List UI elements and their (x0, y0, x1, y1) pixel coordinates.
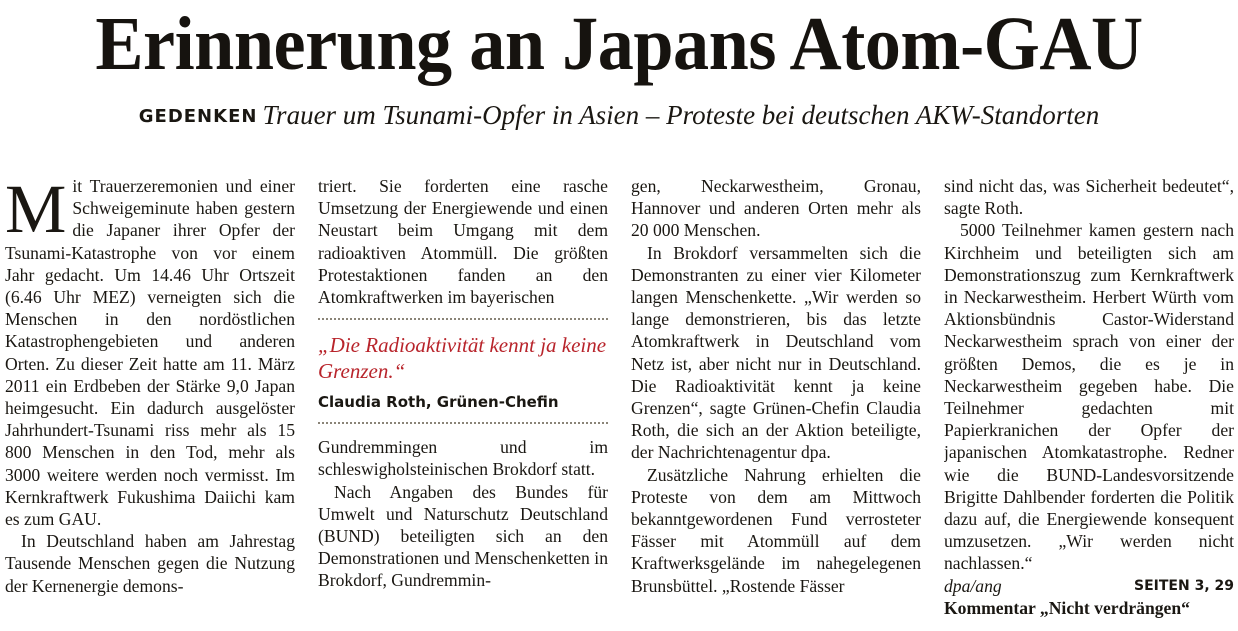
article-column-1 (5, 175, 295, 625)
paragraph: Gundremmingen und im schleswigholsteinischen Brokdorf statt. (318, 437, 608, 480)
author-signature: dpa/ang (944, 575, 1002, 596)
paragraph: sind nicht das, was Sicherheit bedeutet“, sagte Roth. (944, 176, 1234, 219)
subheadline (0, 100, 1238, 131)
kicker: GEDENKEN (138, 106, 258, 127)
paragraph: Zusätzliche Nahrung erhielten die Proteste von dem am Mittwoch bekanntgewordenen Fund verrosteter Fässer mit Atommüll auf dem Kraftwerksgelände im nahegelegenen Brunsbüttel. „Rostende Fässer (631, 464, 921, 596)
headline: Erinnerung an Japans Atom-GAU (95, 2, 1143, 86)
deck: Trauer um Tsunami-Opfer in Asien – Proteste bei deutschen AKW-Standorten (262, 100, 1100, 130)
drop-cap: M (5, 175, 67, 247)
pull-quote-source: Claudia Roth, Grünen-Chefin (318, 393, 559, 412)
paragraph: gen, Neckarwestheim, Gronau, Hannover und anderen Orten mehr als 20 000 Menschen. (631, 176, 921, 241)
comment-reference: Kommentar „Nicht verdrängen“ (944, 597, 1190, 618)
article-column-3 (631, 175, 921, 625)
page-reference: SEITEN 3, 29 (1134, 577, 1234, 594)
paragraph: triert. Sie forderten eine rasche Umsetzung der Energiewende und einen Neustart beim Umgang mit dem radioaktiven Atommüll. Die größten Protestaktionen fanden an den Atomkraftwerken im bayerischen (318, 176, 608, 308)
article-column-2 (318, 175, 608, 625)
paragraph-text: it Trauerzeremonien und einer Schweigeminute haben gestern die Japaner ihrer Opfer der Tsunami-Katastrophe von vor einem Jahr gedacht. Um 14.46 Uhr Ortszeit (6.46 Uhr MEZ) verneigten sich die Menschen in den nordöstlichen Katastrophengebieten und anderen Orten. Zu dieser Zeit hatte am 11. März 2011 ein Erdbeben der Stärke 9,0 Japan heimgesucht. Ein dadurch ausgelöster Jahrhundert-Tsunami riss mehr als 15 800 Menschen in den Tod, mehr als 3000 weitere werden noch vermisst. Im Kernkraftwerk Fukushima Daiichi kam es zum GAU. (5, 176, 295, 530)
article-column-4 (944, 175, 1234, 625)
pull-quote (318, 318, 608, 424)
paragraph: Nach Angaben des Bundes für Umwelt und Naturschutz Deutschland (BUND) beteiligten sich an den Demonstrationen und Menschenketten in Brokdorf, Gundremmin- (318, 481, 608, 591)
paragraph: In Deutschland haben am Jahrestag Tausende Menschen gegen die Nutzung der Kernenergie demons- (5, 531, 295, 596)
paragraph: 5000 Teilnehmer kamen gestern nach Kirchheim und beteiligten sich am Demonstrationszug zum Kernkraftwerk in Neckarwestheim. Herbert Würth vom Aktionsbündnis Castor-Widerstand Neckarwestheim sprach von einer der größten Demos, die es je in Neckarwestheim gegeben habe. Die Teilnehmer gedachten mit Papierkranichen der Opfer der japanischen Atomkatastrophe. Redner wie die BUND-Landesvorsitzende Brigitte Dahlbender forderten die Politik dazu auf, die Energiewende konsequent umzusetzen. „Wir werden nicht nachlassen.“ (944, 220, 1234, 574)
paragraph (5, 175, 295, 530)
pull-quote-text: „Die Radioaktivität kennt ja keine Grenzen.“ (318, 333, 607, 384)
paragraph: In Brokdorf versammelten sich die Demonstranten zu einer vier Kilometer langen Menschenkette. „Wir werden so lange demonstrieren, bis das letzte Atomkraftwerk in Deutschland vom Netz ist, aber nicht nur in Deutschland. Die Radioaktivität kennt ja keine Grenzen“, sagte Grünen-Chefin Claudia Roth, die sich an der Aktion beteiligte, der Nachrichtenagentur dpa. (631, 242, 921, 463)
article-footer (944, 575, 1234, 597)
